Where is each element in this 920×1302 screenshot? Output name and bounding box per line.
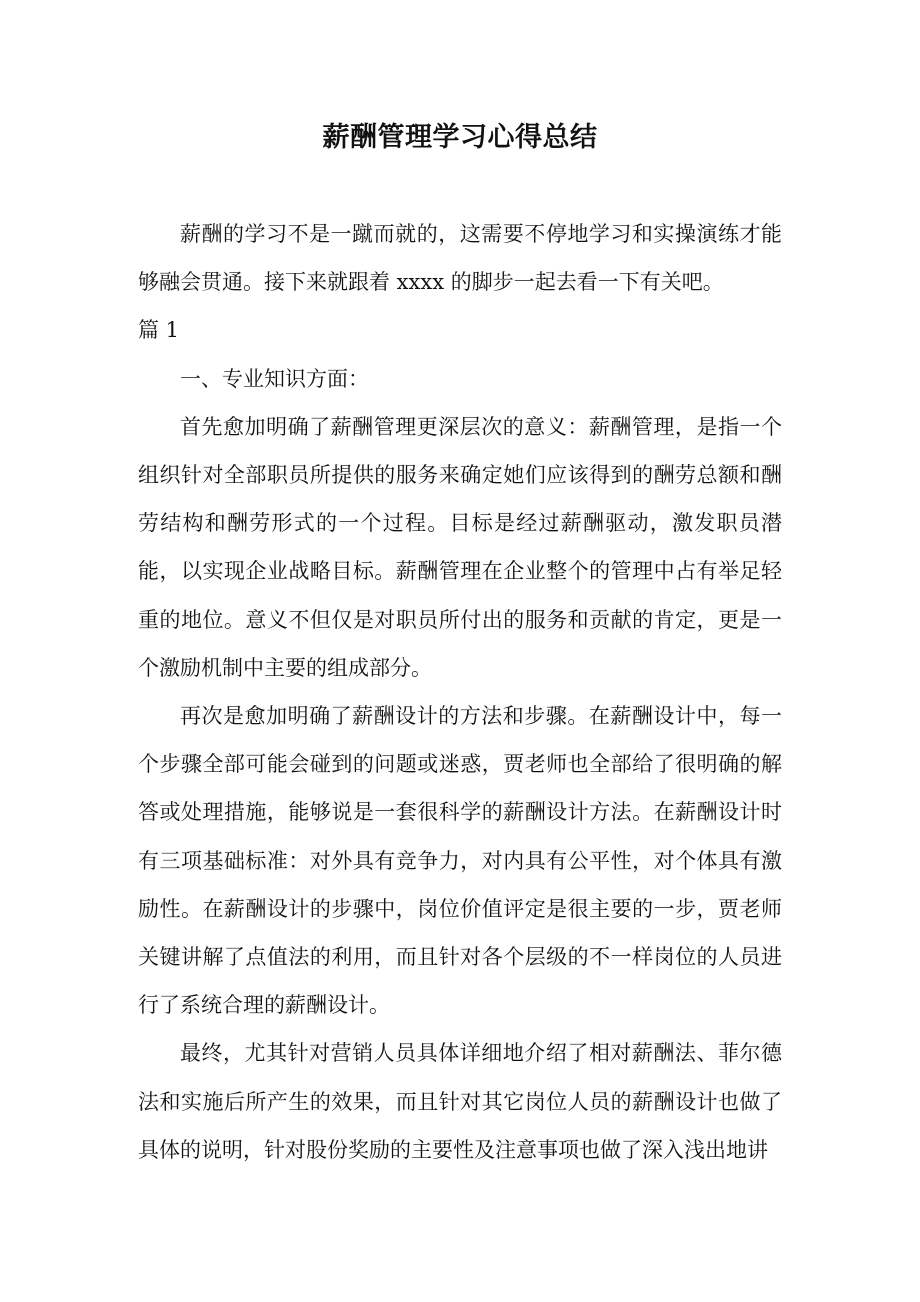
body-paragraph: 最终，尤其针对营销人员具体详细地介绍了相对薪酬法、菲尔德法和实施后所产生的效果，而且针对其它岗位人员的薪酬设计也做了具体的说明，针对股份奖励的主要性及注意事项也做了深入浅出地讲 <box>138 1041 782 1162</box>
document-page <box>138 0 782 1302</box>
body-paragraph: 首先愈加明确了薪酬管理更深层次的意义：薪酬管理，是指一个组织针对全部职员所提供的服务来确定她们应该得到的酬劳总额和酬劳结构和酬劳形式的一个过程。目标是经过薪酬驱动，激发职员潜能，以实现企业战略目标。薪酬管理在企业整个的管理中占有举足轻重的地位。意义不但仅是对职员所付出的服务和贡献的肯定，更是一个激励机制中主要的组成部分。 <box>138 414 782 680</box>
section-label: 篇 1 <box>138 318 180 343</box>
intro-paragraph: 薪酬的学习不是一蹴而就的，这需要不停地学习和实操演练才能够融会贯通。接下来就跟着 xxxx 的脚步一起去看一下有关吧。 <box>138 222 782 295</box>
section-heading: 一、专业知识方面： <box>180 366 369 391</box>
document-body <box>138 210 782 1174</box>
document-title: 薪酬管理学习心得总结 <box>322 122 598 153</box>
body-paragraph: 再次是愈加明确了薪酬设计的方法和步骤。在薪酬设计中，每一个步骤全部可能会碰到的问题或迷惑，贾老师也全部给了很明确的解答或处理措施，能够说是一套很科学的薪酬设计方法。在薪酬设计时有三项基础标准：对外具有竞争力，对内具有公平性，对个体具有激励性。在薪酬设计的步骤中，岗位价值评定是很主要的一步，贾老师关键讲解了点值法的利用，而且针对各个层级的不一样岗位的人员进行了系统合理的薪酬设计。 <box>138 704 782 1018</box>
